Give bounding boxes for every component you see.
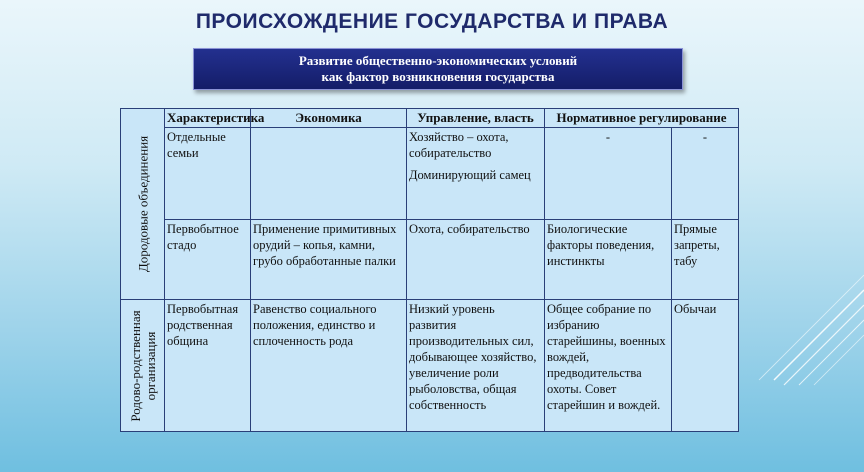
- table-row: [121, 300, 739, 432]
- subtitle-banner: [193, 48, 683, 90]
- group-pre-tribal: [121, 109, 165, 300]
- group-tribal: [121, 300, 165, 432]
- cell-regulation-b: -: [672, 128, 739, 220]
- cell-regulation-a: Общее собрание по избранию старейшины, военных вождей, предводительства охоты. Совет старейшин и вождей.: [545, 300, 672, 432]
- cell-management: Низкий уровень развития производительных сил, добывающее хозяйство, увеличение роли рыболовства, общая собственность: [407, 300, 545, 432]
- decorative-lines: [754, 270, 864, 410]
- header-characteristic: Характеристика: [165, 109, 251, 128]
- cell-management: [407, 128, 545, 220]
- cell-regulation-a: Биологические факторы поведения, инстинкты: [545, 220, 672, 300]
- group-tribal-label-line-2: организация: [142, 331, 158, 400]
- group-pre-tribal-label: Дородовые объединения: [135, 135, 150, 273]
- cell-regulation-a: -: [545, 128, 672, 220]
- group-tribal-label: [128, 310, 158, 421]
- header-management: Управление, власть: [407, 109, 545, 128]
- header-economy: Экономика: [251, 109, 407, 128]
- table-row: [121, 220, 739, 300]
- table-row: [121, 128, 739, 220]
- cell-characteristic: Первобытное стадо: [165, 220, 251, 300]
- cell-economy: Применение примитивных орудий – копья, камни, грубо обработанные палки: [251, 220, 407, 300]
- group-tribal-label-line-1: Родово-родственная: [127, 309, 143, 422]
- management-paragraph-1: Хозяйство – охота, собирательство: [409, 130, 509, 160]
- header-regulation: Нормативное регулирование: [545, 109, 739, 128]
- subtitle-line-2: как фактор возникновения государства: [321, 69, 555, 84]
- cell-characteristic: Первобытная родственная община: [165, 300, 251, 432]
- cell-management: Охота, собирательство: [407, 220, 545, 300]
- cell-economy: [251, 128, 407, 220]
- cell-regulation-b: Прямые запреты, табу: [672, 220, 739, 300]
- header-row: [121, 109, 739, 128]
- origin-table: [120, 108, 739, 432]
- page-title: ПРОИСХОЖДЕНИЕ ГОСУДАРСТВА И ПРАВА: [195, 10, 669, 33]
- cell-economy: Равенство социального положения, единство и сплоченность рода: [251, 300, 407, 432]
- cell-characteristic: Отдельные семьи: [165, 128, 251, 220]
- cell-regulation-b: Обычаи: [672, 300, 739, 432]
- management-paragraph-2: Доминирующий самец: [409, 168, 531, 182]
- subtitle-line-1: Развитие общественно-экономических условий: [298, 53, 578, 68]
